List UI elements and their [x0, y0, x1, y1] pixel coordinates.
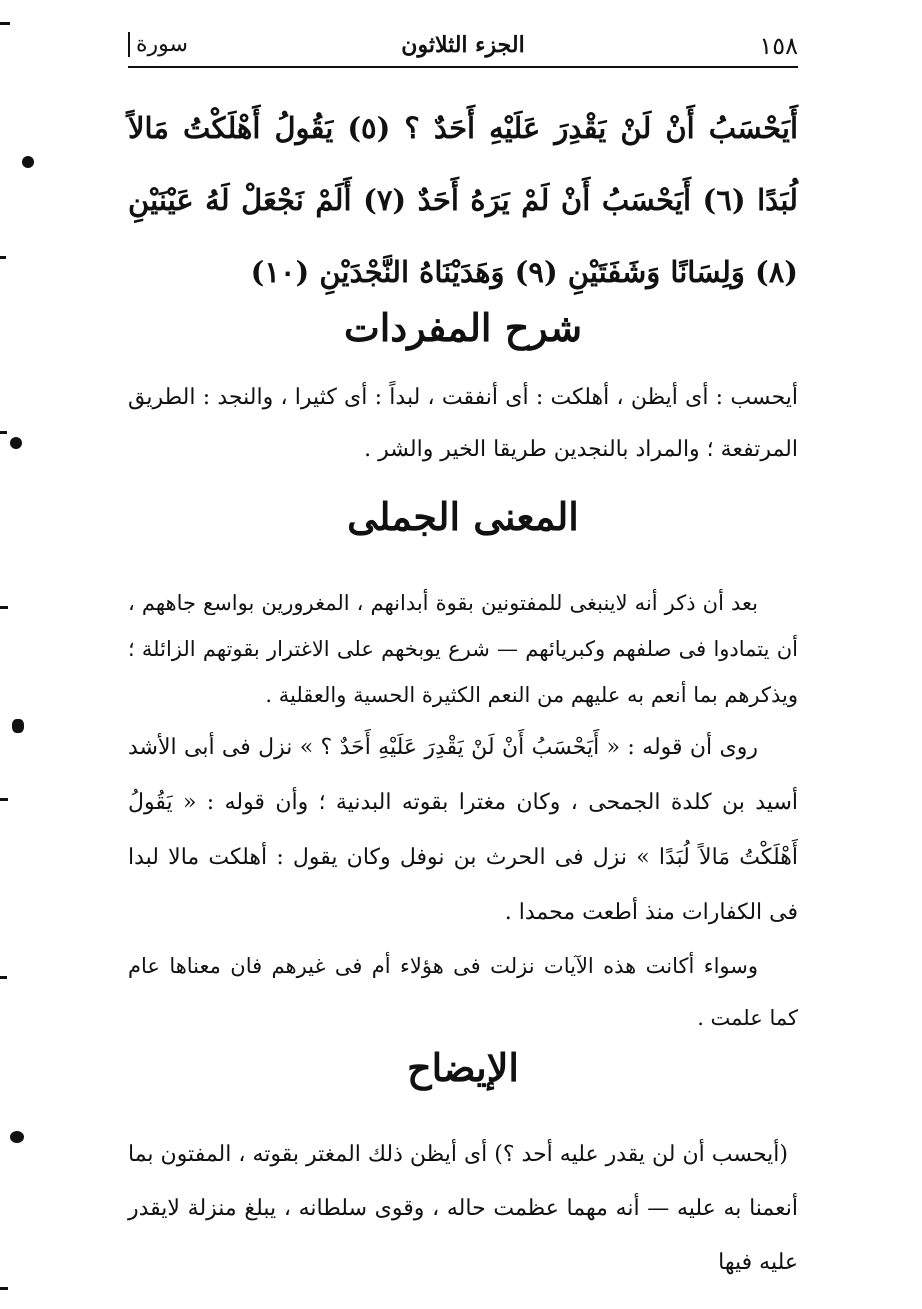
explanation-heading: الإيضاح [407, 1045, 519, 1090]
scan-speck [0, 976, 7, 979]
scan-speck [10, 1131, 24, 1143]
explanation-text: (أيحسب أن لن يقدر عليه أحد ؟) أى أيظن ذلك المغتر بقوته ، المفتون بما أنعمنا به عليه — أنه مهما عظمت حاله ، وقوى سلطانه ، يبلغ منزلة لايقدر عليه فيها [128, 1142, 798, 1275]
scan-speck [12, 719, 24, 733]
vocab-heading: شرح المفردات [343, 305, 583, 350]
scan-speck [0, 256, 6, 259]
page-header [128, 26, 798, 68]
vocab-text: أيحسب : أى أيظن ، أهلكت : أى أنفقت ، لبداً : أى كثيرا ، والنجد : الطريق المرتفعة ؛ والمراد بالنجدين طريقا الخير والشر . [128, 385, 798, 462]
scan-speck [0, 1287, 8, 1290]
meaning-paragraph-2: روى أن قوله : « أَيَحْسَبُ أَنْ لَنْ يَقْدِرَ عَلَيْهِ أَحَدٌ ؟ » نزل فى أبى الأشد أسيد بن كلدة الجمحى ، وكان مغترا بقوته البدنية ؛ وأن قوله : « يَقُولُ أَهْلَكْتُ مَالاً لُبَدًا » نزل فى الحرث بن نوفل وكان يقول : أهلكت مالا لبدا فى الكفارات منذ أطعت محمدا . [128, 735, 798, 925]
part-title: الجزء الثلاثون [401, 32, 525, 58]
scan-speck [0, 606, 8, 609]
scan-speck [22, 156, 34, 168]
surah-label: سورة [128, 32, 188, 57]
scan-speck [0, 798, 8, 801]
quran-verses: أَيَحْسَبُ أَنْ لَنْ يَقْدِرَ عَلَيْهِ أَحَدٌ ؟ (٥) يَقُولُ أَهْلَكْتُ مَالاً لُبَدًا (٦) أَيَحْسَبُ أَنْ لَمْ يَرَهُ أَحَدٌ (٧) أَلَمْ نَجْعَلْ لَهُ عَيْنَيْنِ (٨) وَلِسَانًا وَشَفَتَيْنِ (٩) وَهَدَيْنَاهُ النَّجْدَيْنِ (١٠) [128, 111, 798, 289]
scan-speck [10, 437, 22, 449]
meaning-paragraph-1: بعد أن ذكر أنه لاينبغى للمفتونين بقوة أبدانهم ، المغرورين بواسع جاههم ، أن يتمادوا فى صلفهم وكبريائهم — شرع يوبخهم على الاغترار بقوتهم الزائلة ؛ ويذكرهم بما أنعم به عليهم من النعم الكثيرة الحسية والعقلية . [128, 591, 798, 707]
meaning-paragraph-3: وسواء أكانت هذه الآيات نزلت فى هؤلاء أم فى غيرهم فان معناها عام كما علمت . [128, 954, 798, 1030]
page-number: ١٥٨ [759, 32, 798, 60]
scan-speck [0, 431, 7, 434]
meaning-heading: المعنى الجملى [347, 494, 579, 539]
header-divider [128, 66, 798, 68]
scan-speck [0, 22, 10, 25]
